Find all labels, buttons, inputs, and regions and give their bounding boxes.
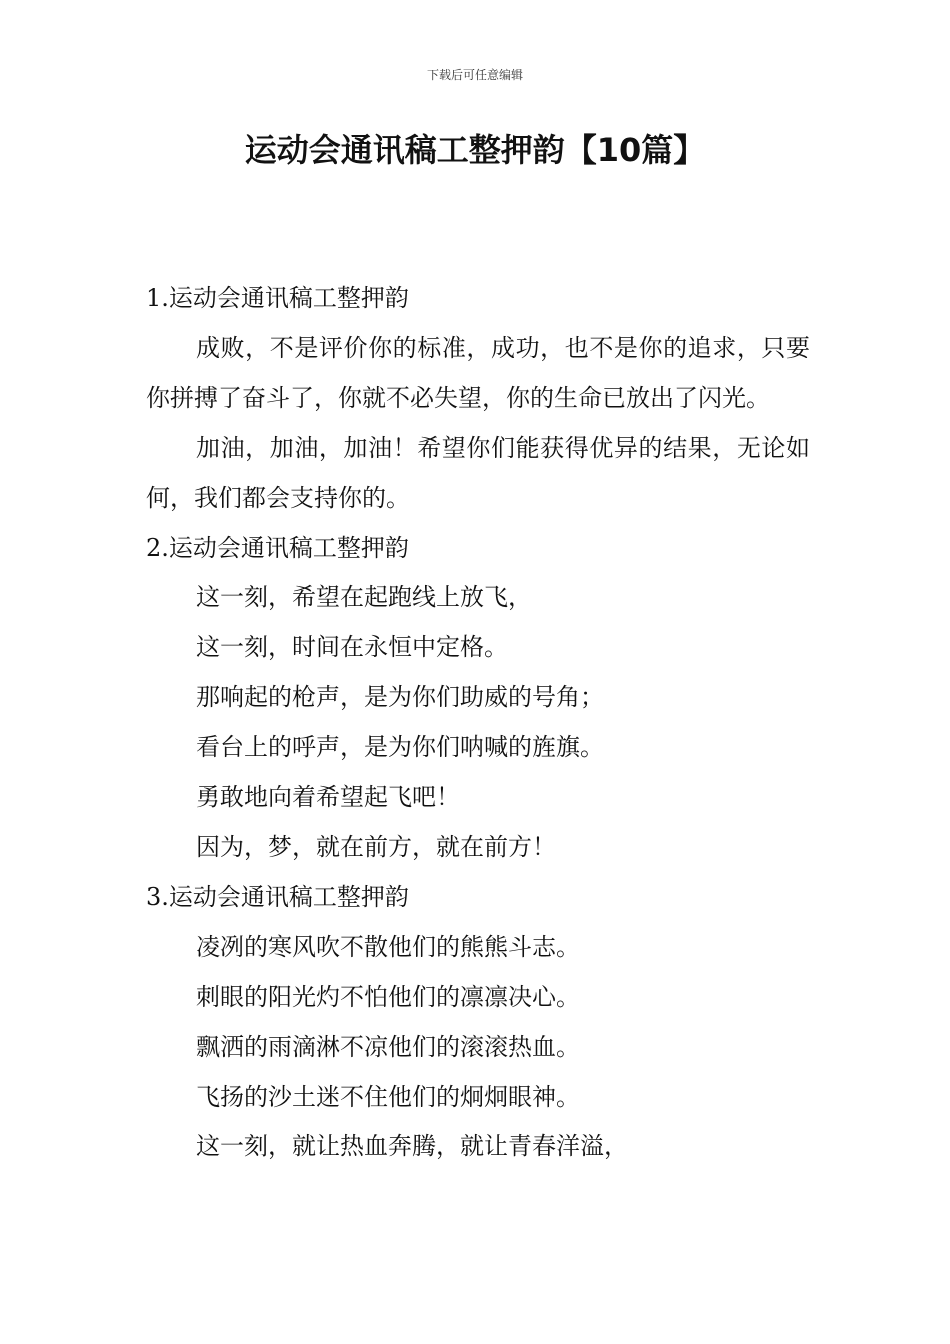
document-body <box>146 274 810 1172</box>
section-heading-3: 3.运动会通讯稿工整押韵 <box>146 882 409 911</box>
poem-line: 这一刻，希望在起跑线上放飞， <box>196 583 532 612</box>
poem-line: 刺眼的阳光灼不怕他们的凛凛决心。 <box>196 982 580 1011</box>
document-title: 运动会通讯稿工整押韵【10篇】 <box>244 131 706 169</box>
poem-line: 飞扬的沙土迷不住他们的炯炯眼神。 <box>196 1082 580 1111</box>
poem-line: 这一刻，就让热血奔腾，就让青春洋溢， <box>196 1132 628 1161</box>
poem-line: 因为，梦，就在前方，就在前方！ <box>196 832 556 861</box>
poem-line: 凌冽的寒风吹不散他们的熊熊斗志。 <box>196 932 580 961</box>
poem-line: 勇敢地向着希望起飞吧！ <box>196 783 460 812</box>
paragraph: 加油，加油，加油！希望你们能获得优异的结果，无论如何，我们都会支持你的。 <box>146 433 810 512</box>
paragraph: 成败，不是评价你的标准，成功，也不是你的追求，只要你拼搏了奋斗了，你就不必失望，你的生命已放出了闪光。 <box>146 333 810 412</box>
poem-line: 那响起的枪声，是为你们助威的号角； <box>196 683 604 712</box>
poem-line: 看台上的呼声，是为你们呐喊的旌旗。 <box>196 733 604 762</box>
header-note: 下载后可任意编辑 <box>426 68 523 82</box>
section-heading-2: 2.运动会通讯稿工整押韵 <box>146 533 409 562</box>
section-heading-1: 1.运动会通讯稿工整押韵 <box>146 284 409 312</box>
poem-line: 这一刻，时间在永恒中定格。 <box>196 633 508 662</box>
poem-line: 飘洒的雨滴淋不凉他们的滚滚热血。 <box>196 1032 580 1061</box>
